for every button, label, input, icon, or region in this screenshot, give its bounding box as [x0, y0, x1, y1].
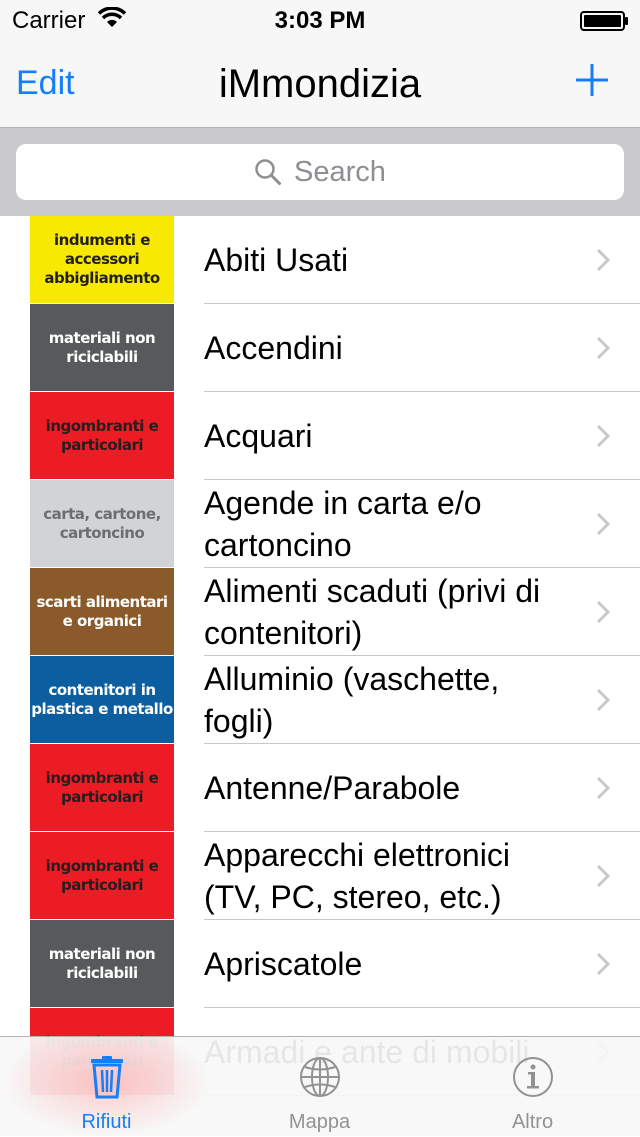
list-item[interactable]	[0, 216, 640, 304]
chevron-right-icon	[596, 336, 610, 360]
category-badge: scarti alimentari e organici	[30, 568, 174, 655]
list-item-label: Acquari	[204, 418, 313, 454]
globe-icon	[299, 1055, 341, 1099]
tab-altro[interactable]	[426, 1037, 639, 1137]
list-item-label: Alimenti scaduti (privi di contenitori)	[204, 573, 541, 651]
category-badge: contenitori in plastica e metallo	[30, 656, 174, 743]
search-input[interactable]	[16, 144, 624, 200]
search-icon	[254, 158, 282, 186]
chevron-right-icon	[596, 424, 610, 448]
list-item-label: Accendini	[204, 330, 343, 366]
search-placeholder: Search	[294, 156, 386, 188]
trash-icon	[86, 1055, 128, 1099]
chevron-right-icon	[596, 600, 610, 624]
chevron-right-icon	[596, 688, 610, 712]
list-item[interactable]	[0, 656, 640, 744]
list-item[interactable]	[0, 920, 640, 1008]
category-badge: indumenti e accessori abbigliamento	[30, 216, 174, 303]
category-badge: materiali non riciclabili	[30, 304, 174, 391]
chevron-right-icon	[596, 952, 610, 976]
category-badge: ingombranti e particolari	[30, 392, 174, 479]
search-bar	[0, 128, 640, 216]
list-item[interactable]	[0, 832, 640, 920]
info-icon	[512, 1055, 554, 1099]
edit-button[interactable]: Edit	[16, 64, 75, 102]
tab-bar	[0, 1036, 640, 1136]
waste-list	[0, 216, 640, 1136]
list-item[interactable]	[0, 568, 640, 656]
list-item[interactable]	[0, 392, 640, 480]
tab-label: Rifiuti	[81, 1111, 132, 1133]
category-badge: materiali non riciclabili	[30, 920, 174, 1007]
category-badge: carta, cartone, cartoncino	[30, 480, 174, 567]
tab-label: Altro	[511, 1111, 554, 1133]
status-time: 3:03 PM	[274, 7, 366, 34]
chevron-right-icon	[596, 864, 610, 888]
tab-label: Mappa	[288, 1111, 351, 1133]
chevron-right-icon	[596, 512, 610, 536]
page-title: iMmondizia	[218, 62, 422, 106]
plus-icon[interactable]	[574, 62, 610, 98]
list-item-label: Apriscatole	[204, 946, 363, 982]
carrier-label: Carrier	[12, 7, 86, 34]
battery-icon	[580, 10, 630, 30]
tab-rifiuti[interactable]	[0, 1037, 213, 1137]
status-bar	[0, 0, 640, 40]
list-item-label: Apparecchi elettronici (TV, PC, stereo, etc.)	[204, 837, 510, 915]
list-item[interactable]	[0, 304, 640, 392]
list-item[interactable]	[0, 480, 640, 568]
chevron-right-icon	[596, 248, 610, 272]
list-item-label: Agende in carta e/o cartoncino	[204, 485, 482, 563]
list-item-label: Antenne/Parabole	[204, 770, 461, 806]
tab-mappa[interactable]	[213, 1037, 426, 1137]
category-badge: ingombranti e particolari	[30, 744, 174, 831]
chevron-right-icon	[596, 776, 610, 800]
navigation-bar	[0, 40, 640, 128]
list-item[interactable]	[0, 744, 640, 832]
category-badge: ingombranti e particolari	[30, 832, 174, 919]
list-item-label: Abiti Usati	[204, 242, 349, 278]
list-item-label: Alluminio (vaschette, fogli)	[204, 661, 500, 739]
